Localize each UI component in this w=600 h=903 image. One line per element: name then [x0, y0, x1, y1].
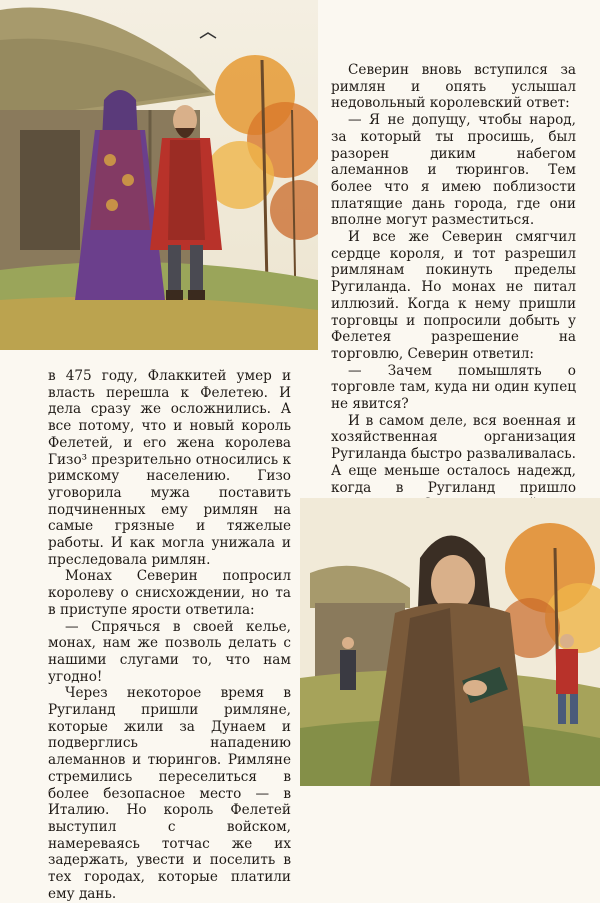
- couple-illustration-svg: [0, 0, 318, 350]
- monk-illustration-svg: [300, 498, 600, 786]
- text-column-left: [48, 368, 291, 903]
- paragraph: Северин вновь вступился за римлян и опять услышал недовольный королевский ответ:: [331, 62, 576, 112]
- paragraph: Монах Северин попросил королеву о снисхождении, но та в приступе ярости ответила:: [48, 568, 291, 618]
- illustration-monk: [300, 498, 600, 786]
- paragraph: И в самом деле, вся военная и хозяйственная организация Ругиланда быстро разваливалась. А еще меньше осталось надежд, когда в Ругиланд пришло: [331, 412, 576, 496]
- paragraph: И все же Северин смягчил сердце короля, и тот разрешил римлянам покинуть пределы Ругиланда. Но монах не питал иллюзий. Когда к нему пришли торговцы и попросили добыть у Фелетея разрешение на торговлю, Северин ответил:: [331, 229, 576, 362]
- illustration-couple-by-hut: [0, 0, 318, 350]
- paragraph: в 475 году, Флаккитей умер и власть перешла к Фелетею. И дела сразу же осложнились. А все потому, что и новый король Фелетей, и его жена королева Гизо³ презрительно относились к римскому населению. Гизо уговорила мужа поставить подчиненных ему римлян на самые грязные и тяжелые работы. И как могла унижала и преследовала римлян.: [48, 368, 291, 568]
- paragraph: Через некоторое время в Ругиланд пришли римляне, которые жили за Дунаем и подверглись нападению алеманнов и тюрингов. Римляне стремились переселиться в более безопасное место — в Италию. Но король Фелетей выступил с войском, намереваясь тотчас же их задержать, увести и поселить в тех городах, которые платили ему дань.: [48, 685, 291, 902]
- paragraph: — Я не допущу, чтобы народ, за который ты просишь, был разорен диким набегом алеманнов и тюрингов. Тем более что я имею поблизости платящие дань города, где они вполне могут разместиться.: [331, 112, 576, 229]
- paragraph: — Зачем помышлять о торговле там, куда ни один купец не явится?: [331, 362, 576, 413]
- paragraph: — Спрячься в своей келье, монах, нам же позволь делать с нашими слугами то, что нам угодно!: [48, 618, 291, 685]
